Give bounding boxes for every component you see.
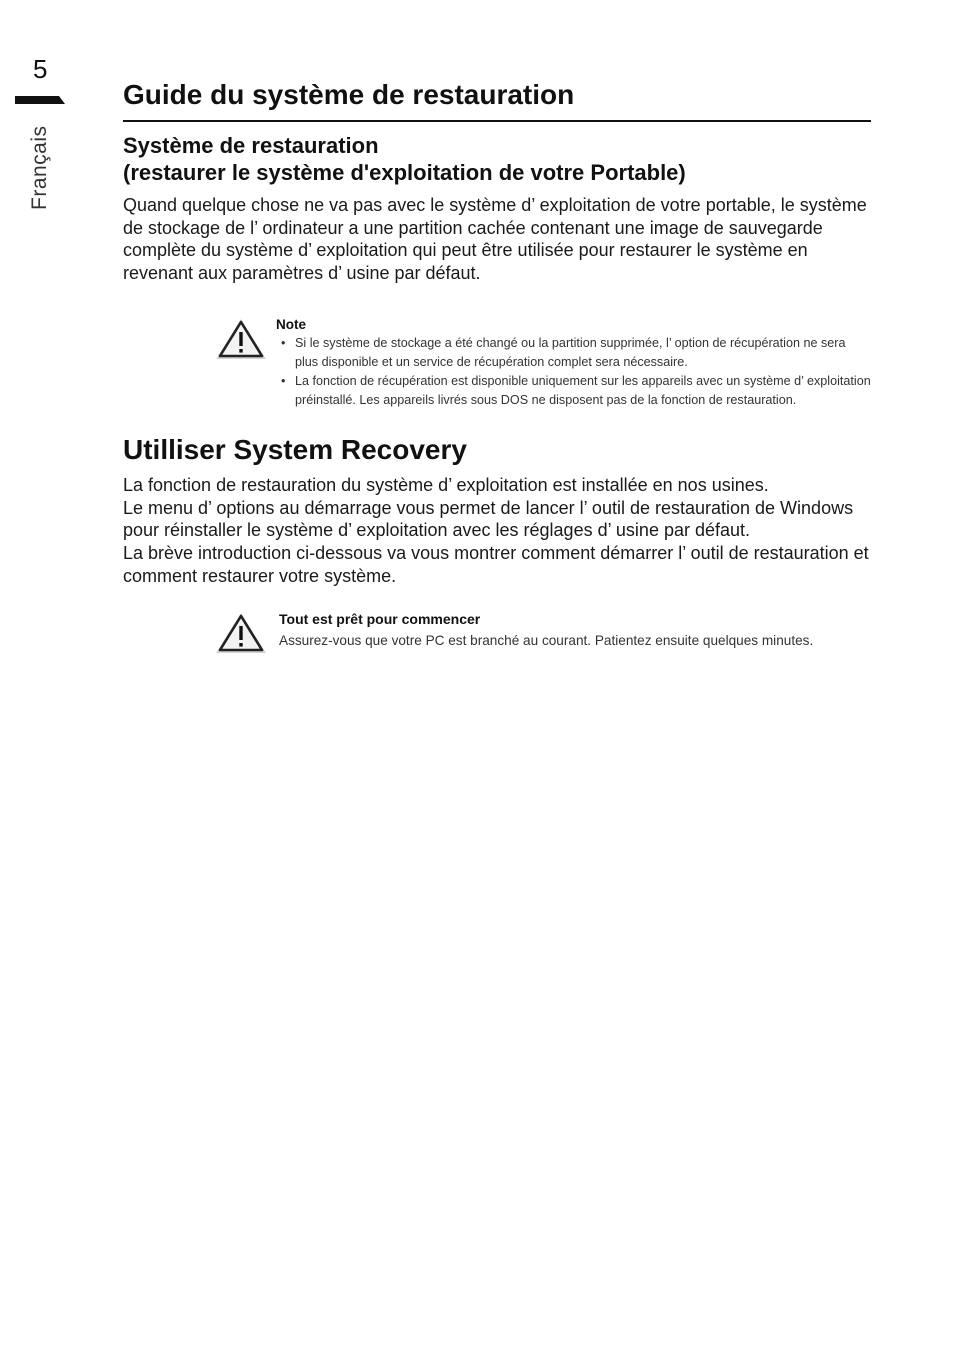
note-item: • La fonction de récupération est disponible uniquement sur les appareils avec un système d’ exploitation préinstallé. Les appareils livrés sous DOS ne disposent pas de la fonction de restauration. xyxy=(276,372,871,410)
page-content xyxy=(123,76,871,651)
note-item: • Si le système de stockage a été changé ou la partition supprimée, l’ option de récupération ne sera plus disponible et un service de récupération complet sera nécessaire. xyxy=(276,334,871,372)
section-subtitle-line2: (restaurer le système d'exploitation de votre Portable) xyxy=(123,160,686,185)
language-label: Français xyxy=(28,125,51,210)
section-subtitle-line1: Système de restauration xyxy=(123,133,379,158)
ready-title: Tout est prêt pour commencer xyxy=(279,611,481,628)
note-list xyxy=(276,334,871,410)
note-title: Note xyxy=(276,316,306,332)
recovery-paragraph-3: La brève introduction ci-dessous va vous montrer comment démarrer l’ outil de restauration et comment restaurer votre système. xyxy=(123,542,869,586)
ready-callout xyxy=(214,610,871,651)
note-callout xyxy=(214,316,871,410)
page-title: Guide du système de restauration xyxy=(123,76,871,122)
page-tab-marker xyxy=(15,96,65,104)
section-title: Utilliser System Recovery xyxy=(123,433,467,465)
ready-text: Assurez-vous que votre PC est branché au courant. Patientez ensuite quelques minutes. xyxy=(279,633,814,649)
note-body xyxy=(276,316,871,410)
ready-body xyxy=(279,610,871,651)
recovery-paragraph-2: Le menu d’ options au démarrage vous permet de lancer l’ outil de restauration de Windows pour réinstaller le système d’ exploitation avec les réglages d’ usine par défaut. xyxy=(123,497,854,541)
intro-paragraph: Quand quelque chose ne va pas avec le système d’ exploitation de votre portable, le système de stockage de l’ ordinateur a une partition cachée contenant une image de sauvegarde complète du système d’ exploitation qui peut être utilisée pour restaurer le système en revenant aux paramètres d’ usine par défaut. xyxy=(123,195,867,284)
warning-icon xyxy=(214,610,268,656)
warning-icon xyxy=(214,316,268,362)
recovery-paragraph-1: La fonction de restauration du système d’ exploitation est installée en nos usines. xyxy=(123,474,769,495)
section-subtitle xyxy=(123,132,871,186)
page-number: 5 xyxy=(33,54,48,84)
